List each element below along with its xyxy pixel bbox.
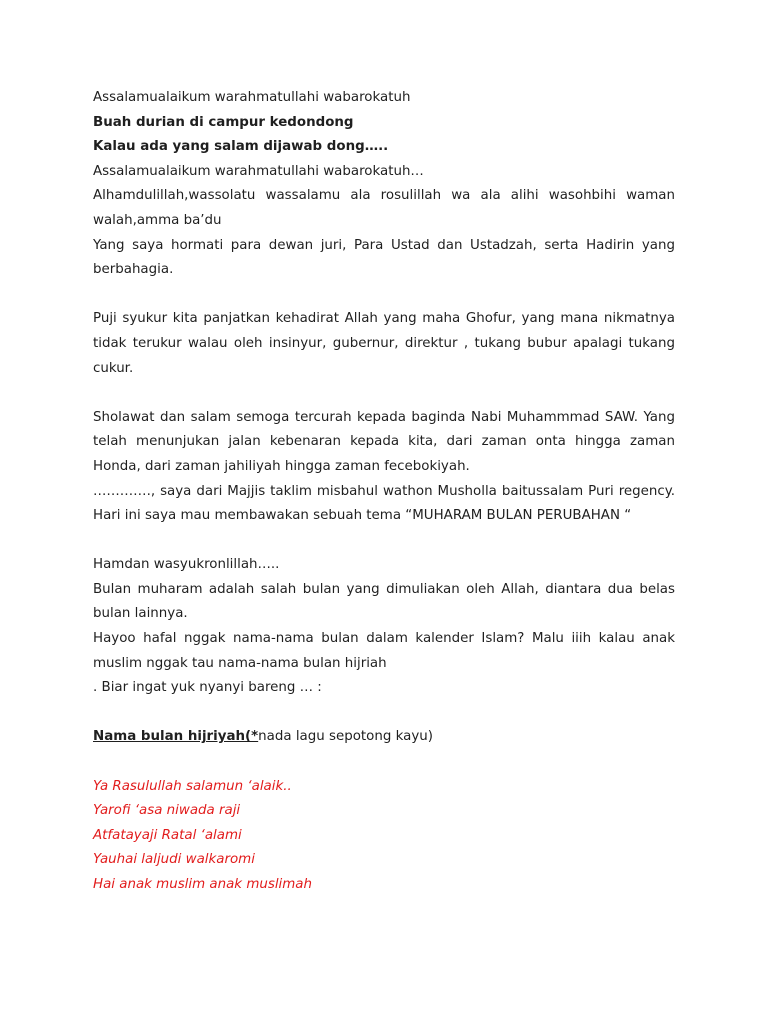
lyric-line: Atfatayaji Ratal ‘alami bbox=[93, 827, 242, 843]
blank-line bbox=[93, 701, 675, 726]
blank-line bbox=[93, 529, 675, 554]
lyric-line: Yauhai laljudi walkaromi bbox=[93, 852, 255, 868]
sholawat-paragraph: Sholawat dan salam semoga tercurah kepada baginda Nabi Muhammmad SAW. Yang telah menunjukan jalan kebenaran kepada kita, dari zaman onta hingga zaman Honda, dari zaman jahiliyah hingga zaman fecebokiyah. bbox=[93, 409, 675, 474]
lyric-line: Yarofi ‘asa niwada raji bbox=[93, 803, 241, 819]
document-page bbox=[93, 86, 675, 898]
praise-paragraph: Puji syukur kita panjatkan kehadirat Allah yang maha Ghofur, yang mana nikmatnya tidak terukur walau oleh insinyur, gubernur, direktur , tukang bubur apalagi tukang cukur. bbox=[93, 311, 675, 376]
greeting-line: Assalamualaikum warahmatullahi wabarokatuh bbox=[93, 90, 411, 105]
hamdan-line: Hamdan wasyukronlillah….. bbox=[93, 557, 280, 573]
song-title-rest: nada lagu sepotong kayu) bbox=[258, 729, 433, 745]
pantun-line-2: Kalau ada yang salam dijawab dong….. bbox=[93, 139, 389, 155]
song-title bbox=[93, 725, 675, 750]
intro-paragraph: …………., saya dari Majjis taklim misbahul wathon Musholla baitussalam Puri regency. Hari ini saya mau membawakan sebuah tema “MUHARAM BULAN PERUBAHAN “ bbox=[93, 483, 675, 524]
blank-line bbox=[93, 381, 675, 406]
blank-line bbox=[93, 750, 675, 775]
lyric-line: Ya Rasulullah salamun ‘alaik.. bbox=[93, 778, 292, 794]
opening-paragraph: Alhamdulillah,wassolatu wassalamu ala rosulillah wa ala alihi wasohbihi waman walah,amma ba’du bbox=[93, 188, 675, 228]
pantun-line-1: Buah durian di campur kedondong bbox=[93, 114, 354, 130]
greeting-line-2: Assalamualaikum warahmatullahi wabarokatuh… bbox=[93, 163, 424, 179]
respect-paragraph: Yang saya hormati para dewan juri, Para Ustad dan Ustadzah, serta Hadirin yang berbahagia. bbox=[93, 237, 675, 278]
hayoo-paragraph: Hayoo hafal nggak nama-nama bulan dalam kalender Islam? Malu iiih kalau anak muslim nggak tau nama-nama bulan hijriah bbox=[93, 631, 675, 671]
blank-line bbox=[93, 283, 675, 308]
sing-line: . Biar ingat yuk nyanyi bareng … : bbox=[93, 680, 322, 696]
muharam-paragraph: Bulan muharam adalah salah bulan yang dimuliakan oleh Allah, diantara dua belas bulan lainnya. bbox=[93, 581, 675, 622]
song-title-bold: Nama bulan hijriyah(* bbox=[93, 729, 259, 745]
lyric-line: Hai anak muslim anak muslimah bbox=[93, 877, 313, 892]
